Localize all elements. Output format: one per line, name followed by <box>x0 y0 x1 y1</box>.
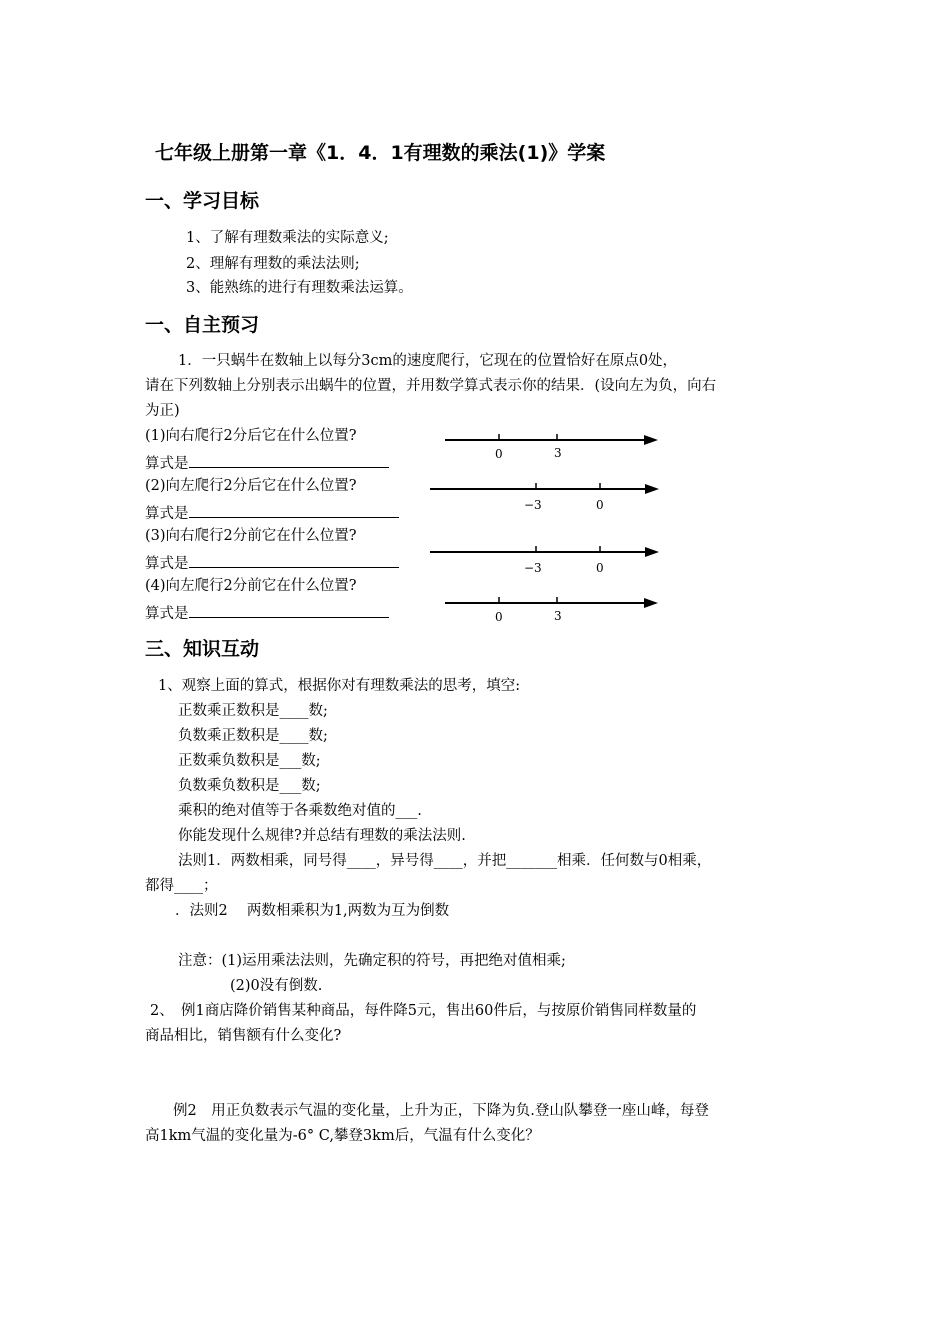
answer-label: 算式是 <box>145 556 189 572</box>
tick-label: 0 <box>596 561 604 575</box>
number-line-4 <box>440 593 670 625</box>
goal-item-1: 1、了解有理数乘法的实际意义; <box>186 230 389 246</box>
answer-blank[interactable] <box>189 503 399 518</box>
preview-intro-line-1: 1．一只蜗牛在数轴上以每分3cm的速度爬行，它现在的位置恰好在原点0处， <box>178 353 678 369</box>
interaction-item-1: 1、观察上面的算式，根据你对有理数乘法的思考，填空: <box>158 678 521 694</box>
answer-blank[interactable] <box>189 603 389 618</box>
tick-label: −3 <box>524 498 542 512</box>
tick-label: −3 <box>524 561 542 575</box>
note-line-1: 注意：(1)运用乘法法则，先确定积的符号，再把绝对值相乘; <box>178 953 566 969</box>
rule1-line-1: 法则1．两数相乘，同号得____，异号得____，并把_______相乘．任何数与0相乘， <box>178 853 712 869</box>
tick-label: 0 <box>495 610 503 624</box>
question-1: (1)向右爬行2分后它在什么位置? <box>145 428 357 444</box>
fill-line-1: 正数乘正数积是____数; <box>178 703 328 719</box>
note-line-2: (2)0没有倒数. <box>230 978 323 994</box>
preview-intro-line-2: 请在下列数轴上分别表示出蜗牛的位置，并用数学算式表示你的结果．(设向左为负，向右 <box>145 378 717 394</box>
answer-blank[interactable] <box>189 553 399 568</box>
question-3: (3)向右爬行2分前它在什么位置? <box>145 528 357 544</box>
number-line-2 <box>425 478 670 514</box>
fill-line-3: 正数乘负数积是___数; <box>178 753 321 769</box>
rule1-line-2: 都得____； <box>145 878 218 894</box>
section-heading-goals: 一、学习目标 <box>145 190 260 212</box>
answer-blank[interactable] <box>189 453 389 468</box>
example1-line-2: 商品相比，销售额有什么变化? <box>145 1028 342 1044</box>
page-title: 七年级上册第一章《1．4．1有理数的乘法(1)》学案 <box>155 142 606 164</box>
example1-line-1: 2、 例1商店降价销售某种商品，每件降5元，售出60件后，与按原价销售同样数量的 <box>150 1003 697 1019</box>
preview-intro-line-3: 为正) <box>145 403 180 419</box>
example2-line-1: 例2 用正负数表示气温的变化量，上升为正，下降为负.登山队攀登一座山峰，每登 <box>173 1103 709 1119</box>
goal-item-3: 3、能熟练的进行有理数乘法运算。 <box>186 280 413 296</box>
section-heading-preview: 一、自主预习 <box>145 314 260 336</box>
answer-row-4 <box>145 603 389 623</box>
question-2: (2)向左爬行2分后它在什么位置? <box>145 478 357 494</box>
tick-label: 0 <box>596 498 604 512</box>
rule2-line: ．法则2 两数相乘积为1,两数为互为倒数 <box>175 903 450 919</box>
answer-label: 算式是 <box>145 606 189 622</box>
section-heading-interaction: 三、知识互动 <box>145 638 260 660</box>
number-line-1 <box>440 430 670 462</box>
fill-line-4: 负数乘负数积是___数; <box>178 778 321 794</box>
answer-label: 算式是 <box>145 506 189 522</box>
answer-row-2 <box>145 503 399 523</box>
fill-line-2: 负数乘正数积是____数; <box>178 728 328 744</box>
goal-item-2: 2、理解有理数的乘法法则; <box>186 256 360 272</box>
discover-line: 你能发现什么规律?并总结有理数的乘法法则. <box>178 828 466 844</box>
example2-line-2: 高1km气温的变化量为-6° C,攀登3km后，气温有什么变化？ <box>145 1128 540 1144</box>
tick-label: 0 <box>495 447 503 461</box>
tick-label: 3 <box>554 609 562 623</box>
tick-label: 3 <box>554 446 562 460</box>
fill-line-5: 乘积的绝对值等于各乘数绝对值的___. <box>178 803 422 819</box>
answer-label: 算式是 <box>145 456 189 472</box>
answer-row-3 <box>145 553 399 573</box>
question-4: (4)向左爬行2分前它在什么位置? <box>145 578 357 594</box>
answer-row-1 <box>145 453 389 473</box>
number-line-3 <box>425 541 670 577</box>
